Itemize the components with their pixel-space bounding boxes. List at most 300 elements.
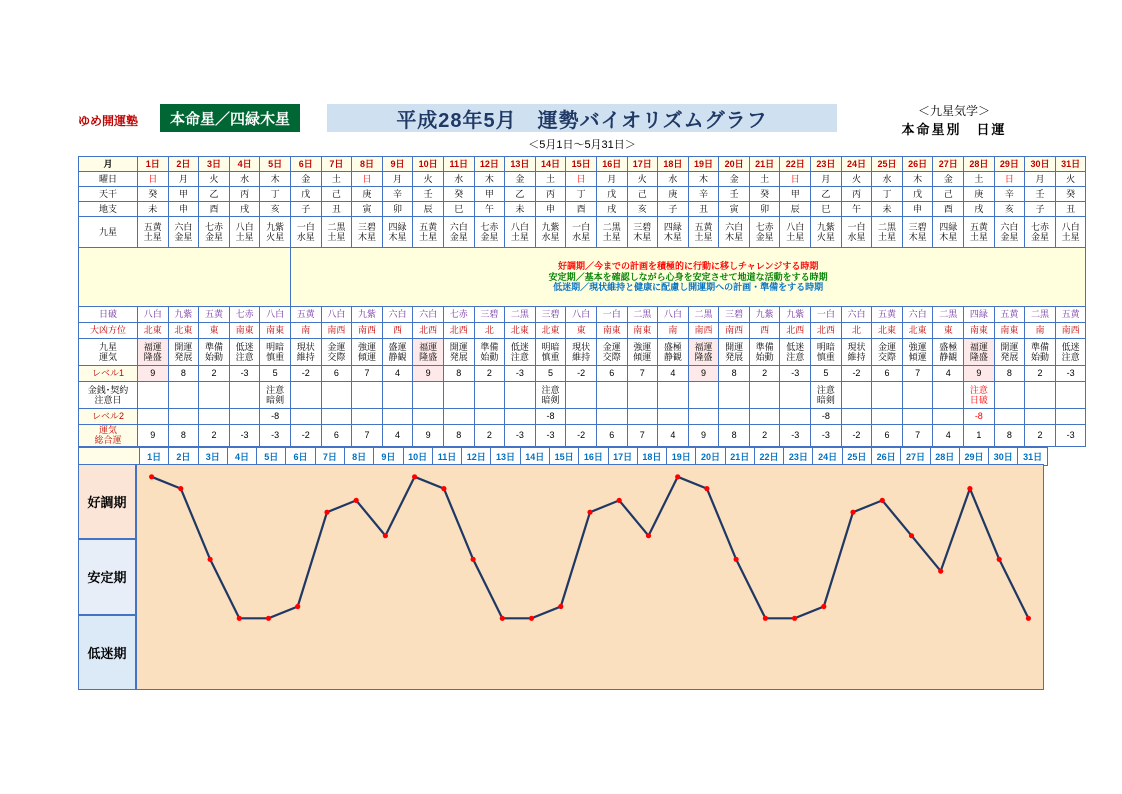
- cell-day-number: 15日: [566, 157, 597, 172]
- data-point-marker: [1026, 616, 1031, 621]
- cell-nippa: 八白: [138, 307, 169, 323]
- cell-unki: 盛極 静観: [658, 339, 689, 366]
- row-label-unki: 九星 運気: [79, 339, 138, 366]
- cell-tenkan: 癸: [443, 187, 474, 202]
- cell-level1: -2: [290, 366, 321, 382]
- cell-daikyouhoui: 北西: [780, 323, 811, 339]
- cell-total: 4: [658, 425, 689, 447]
- cell-day-number: 10日: [413, 157, 444, 172]
- cell-level1: 9: [138, 366, 169, 382]
- chart-axis-day: 27日: [901, 448, 930, 466]
- cell-chishi: 亥: [994, 202, 1025, 217]
- row-daikyouhoui: [79, 323, 1086, 339]
- cell-tenkan: 己: [933, 187, 964, 202]
- cell-total: 2: [1025, 425, 1056, 447]
- cell-daikyouhoui: 南東: [994, 323, 1025, 339]
- page-title: 平成28年5月 運勢バイオリズムグラフ: [327, 104, 837, 132]
- cell-daikyouhoui: 南: [1025, 323, 1056, 339]
- cell-level1: 8: [443, 366, 474, 382]
- header-right: [864, 102, 1044, 140]
- cell-weekday: 水: [443, 172, 474, 187]
- cell-nippa: 九紫: [749, 307, 780, 323]
- cell-kinsen: [627, 382, 658, 409]
- data-point-marker: [208, 557, 213, 562]
- cell-daikyouhoui: 東: [933, 323, 964, 339]
- cell-chishi: 亥: [627, 202, 658, 217]
- cell-kinsen: [933, 382, 964, 409]
- cell-day-number: 22日: [780, 157, 811, 172]
- cell-total: 2: [474, 425, 505, 447]
- cell-kinsen: [841, 382, 872, 409]
- cell-level1: 5: [535, 366, 566, 382]
- cell-kyusei: 三碧 木星: [627, 217, 658, 248]
- row-kinsen: [79, 382, 1086, 409]
- cell-daikyouhoui: 南西: [719, 323, 750, 339]
- cell-level2: [290, 409, 321, 425]
- cell-level1: 9: [688, 366, 719, 382]
- cell-chishi: 巳: [811, 202, 842, 217]
- cell-unki: 開運 発展: [994, 339, 1025, 366]
- chart-axis-day: 10日: [403, 448, 432, 466]
- cell-level2: [352, 409, 383, 425]
- cell-day-number: 28日: [964, 157, 995, 172]
- cell-weekday: 火: [413, 172, 444, 187]
- cell-day-number: 1日: [138, 157, 169, 172]
- chart-axis-day: 3日: [198, 448, 227, 466]
- cell-weekday: 金: [505, 172, 536, 187]
- chart-axis-day: 9日: [374, 448, 403, 466]
- cell-total: 2: [749, 425, 780, 447]
- cell-chishi: 申: [168, 202, 199, 217]
- cell-nippa: 五黄: [290, 307, 321, 323]
- cell-chishi: 酉: [199, 202, 230, 217]
- row-label-month: 月: [79, 157, 138, 172]
- cell-kinsen: [658, 382, 689, 409]
- cell-total: -3: [229, 425, 260, 447]
- cell-kinsen: [902, 382, 933, 409]
- cell-tenkan: 丁: [872, 187, 903, 202]
- cell-tenkan: 庚: [658, 187, 689, 202]
- row-chishi: [79, 202, 1086, 217]
- cell-day-number: 6日: [290, 157, 321, 172]
- row-total: [79, 425, 1086, 447]
- cell-level1: 2: [749, 366, 780, 382]
- cell-tenkan: 戊: [596, 187, 627, 202]
- cell-total: 6: [872, 425, 903, 447]
- cell-daikyouhoui: 北西: [443, 323, 474, 339]
- cell-chishi: 寅: [719, 202, 750, 217]
- data-point-marker: [967, 486, 972, 491]
- cell-level2: [229, 409, 260, 425]
- chart-axis-spacer: [79, 448, 140, 466]
- cell-day-number: 9日: [382, 157, 413, 172]
- chart-axis-day: 26日: [872, 448, 901, 466]
- data-point-marker: [441, 486, 446, 491]
- cell-kinsen: 注意 暗剣: [535, 382, 566, 409]
- cell-level2: [719, 409, 750, 425]
- cell-weekday: 土: [964, 172, 995, 187]
- cell-daikyouhoui: 南東: [964, 323, 995, 339]
- cell-weekday: 水: [658, 172, 689, 187]
- cell-day-number: 26日: [902, 157, 933, 172]
- cell-total: 4: [933, 425, 964, 447]
- cell-chishi: 未: [872, 202, 903, 217]
- cell-daikyouhoui: 南東: [596, 323, 627, 339]
- row-nippa: [79, 307, 1086, 323]
- cell-kyusei: 一白 水星: [841, 217, 872, 248]
- cell-day-number: 20日: [719, 157, 750, 172]
- row-unki: [79, 339, 1086, 366]
- cell-kinsen: [382, 382, 413, 409]
- cell-total: -3: [811, 425, 842, 447]
- data-point-marker: [850, 510, 855, 515]
- cell-kinsen: [872, 382, 903, 409]
- cell-chishi: 巳: [443, 202, 474, 217]
- cell-daikyouhoui: 西: [382, 323, 413, 339]
- cell-kyusei: 四緑 木星: [658, 217, 689, 248]
- cell-nippa: 八白: [321, 307, 352, 323]
- cell-day-number: 14日: [535, 157, 566, 172]
- data-point-marker: [821, 604, 826, 609]
- cell-unki: 低迷 注意: [1055, 339, 1086, 366]
- cell-nippa: 九紫: [168, 307, 199, 323]
- cell-daikyouhoui: 南東: [627, 323, 658, 339]
- cell-daikyouhoui: 北東: [535, 323, 566, 339]
- brand-label: ゆめ開運塾: [78, 114, 139, 128]
- cell-weekday: 木: [902, 172, 933, 187]
- cell-nippa: 二黒: [933, 307, 964, 323]
- cell-level2: [658, 409, 689, 425]
- cell-weekday: 木: [688, 172, 719, 187]
- cell-weekday: 日: [566, 172, 597, 187]
- cell-tenkan: 乙: [199, 187, 230, 202]
- cell-nippa: 二黒: [1025, 307, 1056, 323]
- cell-kinsen: [780, 382, 811, 409]
- cell-kinsen: [443, 382, 474, 409]
- cell-level1: -3: [229, 366, 260, 382]
- cell-kyusei: 六白 木星: [719, 217, 750, 248]
- cell-total: 9: [688, 425, 719, 447]
- cell-kyusei: 七赤 金星: [749, 217, 780, 248]
- cell-weekday: 日: [138, 172, 169, 187]
- cell-chishi: 丑: [688, 202, 719, 217]
- cell-tenkan: 辛: [688, 187, 719, 202]
- cell-kinsen: [229, 382, 260, 409]
- cell-nippa: 二黒: [627, 307, 658, 323]
- cell-level1: 5: [811, 366, 842, 382]
- cell-unki: 準備 始動: [749, 339, 780, 366]
- row-label-weekday: 曜日: [79, 172, 138, 187]
- chart-axis-day: 21日: [725, 448, 754, 466]
- data-point-marker: [266, 616, 271, 621]
- cell-day-number: 16日: [596, 157, 627, 172]
- cell-level1: 8: [168, 366, 199, 382]
- chart-axis-day: 20日: [696, 448, 725, 466]
- cell-day-number: 8日: [352, 157, 383, 172]
- cell-weekday: 水: [872, 172, 903, 187]
- chart-axis-day: 19日: [667, 448, 696, 466]
- cell-daikyouhoui: 南西: [688, 323, 719, 339]
- cell-level2: [994, 409, 1025, 425]
- cell-unki: 明暗 慎重: [260, 339, 291, 366]
- cell-total: 6: [596, 425, 627, 447]
- cell-unki: 低迷 注意: [780, 339, 811, 366]
- cell-daikyouhoui: 南西: [321, 323, 352, 339]
- legend-line-line1: 好調期／今までの計画を積極的に行動に移しチャレンジする時期: [558, 261, 819, 272]
- cell-daikyouhoui: 南西: [352, 323, 383, 339]
- cell-total: 8: [168, 425, 199, 447]
- chart-axis-day: 13日: [491, 448, 520, 466]
- chart-axis-day: 31日: [1018, 448, 1047, 466]
- cell-kinsen: [290, 382, 321, 409]
- chart-axis-day: 15日: [549, 448, 578, 466]
- chart-axis-day: 17日: [608, 448, 637, 466]
- row-label-total: 運気 総合運: [79, 425, 138, 447]
- cell-kinsen: 注意 日破: [964, 382, 995, 409]
- honmeisei-badge: 本命星／四緑木星: [160, 104, 300, 132]
- cell-kinsen: [199, 382, 230, 409]
- cell-tenkan: 甲: [474, 187, 505, 202]
- cell-weekday: 火: [627, 172, 658, 187]
- chart-axis-day: 6日: [286, 448, 315, 466]
- cell-tenkan: 己: [627, 187, 658, 202]
- cell-level1: 2: [474, 366, 505, 382]
- cell-unki: 開運 発展: [168, 339, 199, 366]
- chart-axis-day: 4日: [227, 448, 256, 466]
- cell-level1: -3: [505, 366, 536, 382]
- cell-total: 7: [352, 425, 383, 447]
- cell-unki: 開運 発展: [443, 339, 474, 366]
- row-label-level2: レベル2: [79, 409, 138, 425]
- cell-daikyouhoui: 北東: [505, 323, 536, 339]
- cell-kinsen: [321, 382, 352, 409]
- cell-day-number: 17日: [627, 157, 658, 172]
- cell-chishi: 卯: [749, 202, 780, 217]
- cell-level1: 7: [902, 366, 933, 382]
- data-point-marker: [500, 616, 505, 621]
- cell-total: 1: [964, 425, 995, 447]
- cell-weekday: 火: [1055, 172, 1086, 187]
- data-point-marker: [529, 616, 534, 621]
- row-month: [79, 157, 1086, 172]
- cell-day-number: 3日: [199, 157, 230, 172]
- cell-kyusei: 六白 金星: [443, 217, 474, 248]
- legend-spacer: [79, 248, 291, 307]
- cell-level2: [1025, 409, 1056, 425]
- cell-tenkan: 壬: [1025, 187, 1056, 202]
- cell-level1: 4: [933, 366, 964, 382]
- cell-daikyouhoui: 南西: [1055, 323, 1086, 339]
- cell-chishi: 亥: [260, 202, 291, 217]
- cell-level2: [933, 409, 964, 425]
- cell-total: 7: [902, 425, 933, 447]
- data-point-marker: [587, 510, 592, 515]
- cell-total: 8: [443, 425, 474, 447]
- cell-nippa: 一白: [811, 307, 842, 323]
- cell-kinsen: 注意 暗剣: [260, 382, 291, 409]
- cell-daikyouhoui: 西: [749, 323, 780, 339]
- cell-kyusei: 一白 水星: [566, 217, 597, 248]
- chart-axis-day: 28日: [930, 448, 959, 466]
- cell-chishi: 酉: [933, 202, 964, 217]
- cell-kinsen: [474, 382, 505, 409]
- cell-tenkan: 辛: [994, 187, 1025, 202]
- cell-level1: 4: [658, 366, 689, 382]
- cell-unki: 現状 維持: [290, 339, 321, 366]
- cell-unki: 福運 隆盛: [138, 339, 169, 366]
- cell-level2: [413, 409, 444, 425]
- cell-unki: 準備 始動: [474, 339, 505, 366]
- cell-weekday: 火: [199, 172, 230, 187]
- cell-kyusei: 八白 土星: [505, 217, 536, 248]
- cell-kinsen: [566, 382, 597, 409]
- cell-weekday: 月: [811, 172, 842, 187]
- cell-kyusei: 三碧 木星: [352, 217, 383, 248]
- data-point-marker: [646, 533, 651, 538]
- cell-level2: [382, 409, 413, 425]
- cell-nippa: 九紫: [780, 307, 811, 323]
- cell-daikyouhoui: 南: [290, 323, 321, 339]
- legend-block: [290, 248, 1085, 307]
- cell-day-number: 5日: [260, 157, 291, 172]
- cell-weekday: 金: [290, 172, 321, 187]
- cell-tenkan: 庚: [964, 187, 995, 202]
- chart-axis-day: 25日: [842, 448, 871, 466]
- chart-axis-day: 7日: [315, 448, 344, 466]
- cell-level2: [321, 409, 352, 425]
- cell-level1: 5: [260, 366, 291, 382]
- cell-weekday: 木: [474, 172, 505, 187]
- cell-kyusei: 七赤 金星: [474, 217, 505, 248]
- chart-axis-day: 11日: [432, 448, 461, 466]
- cell-chishi: 酉: [566, 202, 597, 217]
- data-point-marker: [412, 474, 417, 479]
- cell-chishi: 子: [290, 202, 321, 217]
- cell-chishi: 戌: [596, 202, 627, 217]
- cell-day-number: 7日: [321, 157, 352, 172]
- cell-day-number: 24日: [841, 157, 872, 172]
- cell-weekday: 月: [382, 172, 413, 187]
- cell-tenkan: 庚: [352, 187, 383, 202]
- cell-total: -3: [1055, 425, 1086, 447]
- cell-unki: 明暗 慎重: [811, 339, 842, 366]
- data-point-marker: [558, 604, 563, 609]
- cell-total: -3: [780, 425, 811, 447]
- cell-daikyouhoui: 南東: [229, 323, 260, 339]
- data-point-marker: [354, 498, 359, 503]
- row-label-kyusei: 九星: [79, 217, 138, 248]
- cell-day-number: 4日: [229, 157, 260, 172]
- cell-kyusei: 八白 土星: [1055, 217, 1086, 248]
- cell-kyusei: 六白 金星: [994, 217, 1025, 248]
- cell-total: 2: [199, 425, 230, 447]
- cell-nippa: 三碧: [474, 307, 505, 323]
- row-tenkan: [79, 187, 1086, 202]
- data-point-marker: [237, 616, 242, 621]
- cell-unki: 強運 傾運: [627, 339, 658, 366]
- cell-total: -2: [841, 425, 872, 447]
- cell-nippa: 五黄: [199, 307, 230, 323]
- cell-level2: [138, 409, 169, 425]
- cell-day-number: 25日: [872, 157, 903, 172]
- cell-level1: -3: [780, 366, 811, 382]
- fortune-table: [78, 156, 1086, 447]
- cell-kinsen: [749, 382, 780, 409]
- cell-level2: -8: [535, 409, 566, 425]
- cell-nippa: 二黒: [688, 307, 719, 323]
- cell-nippa: 七赤: [229, 307, 260, 323]
- cell-level2: [443, 409, 474, 425]
- cell-level1: -2: [566, 366, 597, 382]
- cell-unki: 強運 傾運: [902, 339, 933, 366]
- cell-level1: 2: [199, 366, 230, 382]
- row-weekday: [79, 172, 1086, 187]
- cell-nippa: 一白: [596, 307, 627, 323]
- cell-unki: 強運 傾運: [352, 339, 383, 366]
- cell-level1: 9: [964, 366, 995, 382]
- cell-tenkan: 癸: [138, 187, 169, 202]
- cell-chishi: 丑: [321, 202, 352, 217]
- cell-kyusei: 九紫 火星: [260, 217, 291, 248]
- cell-kinsen: [1055, 382, 1086, 409]
- cell-kyusei: 二黒 土星: [596, 217, 627, 248]
- cell-level1: 6: [596, 366, 627, 382]
- cell-level2: [566, 409, 597, 425]
- cell-day-number: 11日: [443, 157, 474, 172]
- cell-level2: [199, 409, 230, 425]
- cell-unki: 福運 隆盛: [413, 339, 444, 366]
- cell-kinsen: [168, 382, 199, 409]
- cell-tenkan: 戊: [290, 187, 321, 202]
- cell-level1: 8: [719, 366, 750, 382]
- cell-level2: [505, 409, 536, 425]
- cell-chishi: 子: [658, 202, 689, 217]
- cell-weekday: 日: [352, 172, 383, 187]
- cell-daikyouhoui: 北西: [413, 323, 444, 339]
- cell-total: -2: [290, 425, 321, 447]
- cell-chishi: 未: [138, 202, 169, 217]
- cell-daikyouhoui: 北東: [872, 323, 903, 339]
- biorhythm-line: [152, 477, 1029, 619]
- cell-kyusei: 七赤 金星: [199, 217, 230, 248]
- data-point-marker: [295, 604, 300, 609]
- cell-kinsen: [138, 382, 169, 409]
- band-label-kouchouki: 好調期: [78, 464, 136, 539]
- data-point-marker: [178, 486, 183, 491]
- cell-kinsen: 注意 暗剣: [811, 382, 842, 409]
- cell-kyusei: 八白 土星: [229, 217, 260, 248]
- cell-weekday: 土: [749, 172, 780, 187]
- cell-tenkan: 己: [321, 187, 352, 202]
- cell-level1: 7: [627, 366, 658, 382]
- data-point-marker: [704, 486, 709, 491]
- date-range-subtitle: ＜5月1日～5月31日＞: [528, 139, 636, 151]
- cell-weekday: 月: [596, 172, 627, 187]
- cell-weekday: 土: [321, 172, 352, 187]
- cell-level1: 8: [994, 366, 1025, 382]
- cell-kyusei: 三碧 木星: [902, 217, 933, 248]
- cell-nippa: 三碧: [535, 307, 566, 323]
- cell-unki: 準備 始動: [199, 339, 230, 366]
- cell-unki: 低迷 注意: [229, 339, 260, 366]
- header: [78, 104, 1044, 151]
- cell-nippa: 八白: [566, 307, 597, 323]
- cell-tenkan: 乙: [505, 187, 536, 202]
- cell-level2: [902, 409, 933, 425]
- cell-kinsen: [994, 382, 1025, 409]
- chart-axis-day: 5日: [257, 448, 286, 466]
- cell-unki: 準備 始動: [1025, 339, 1056, 366]
